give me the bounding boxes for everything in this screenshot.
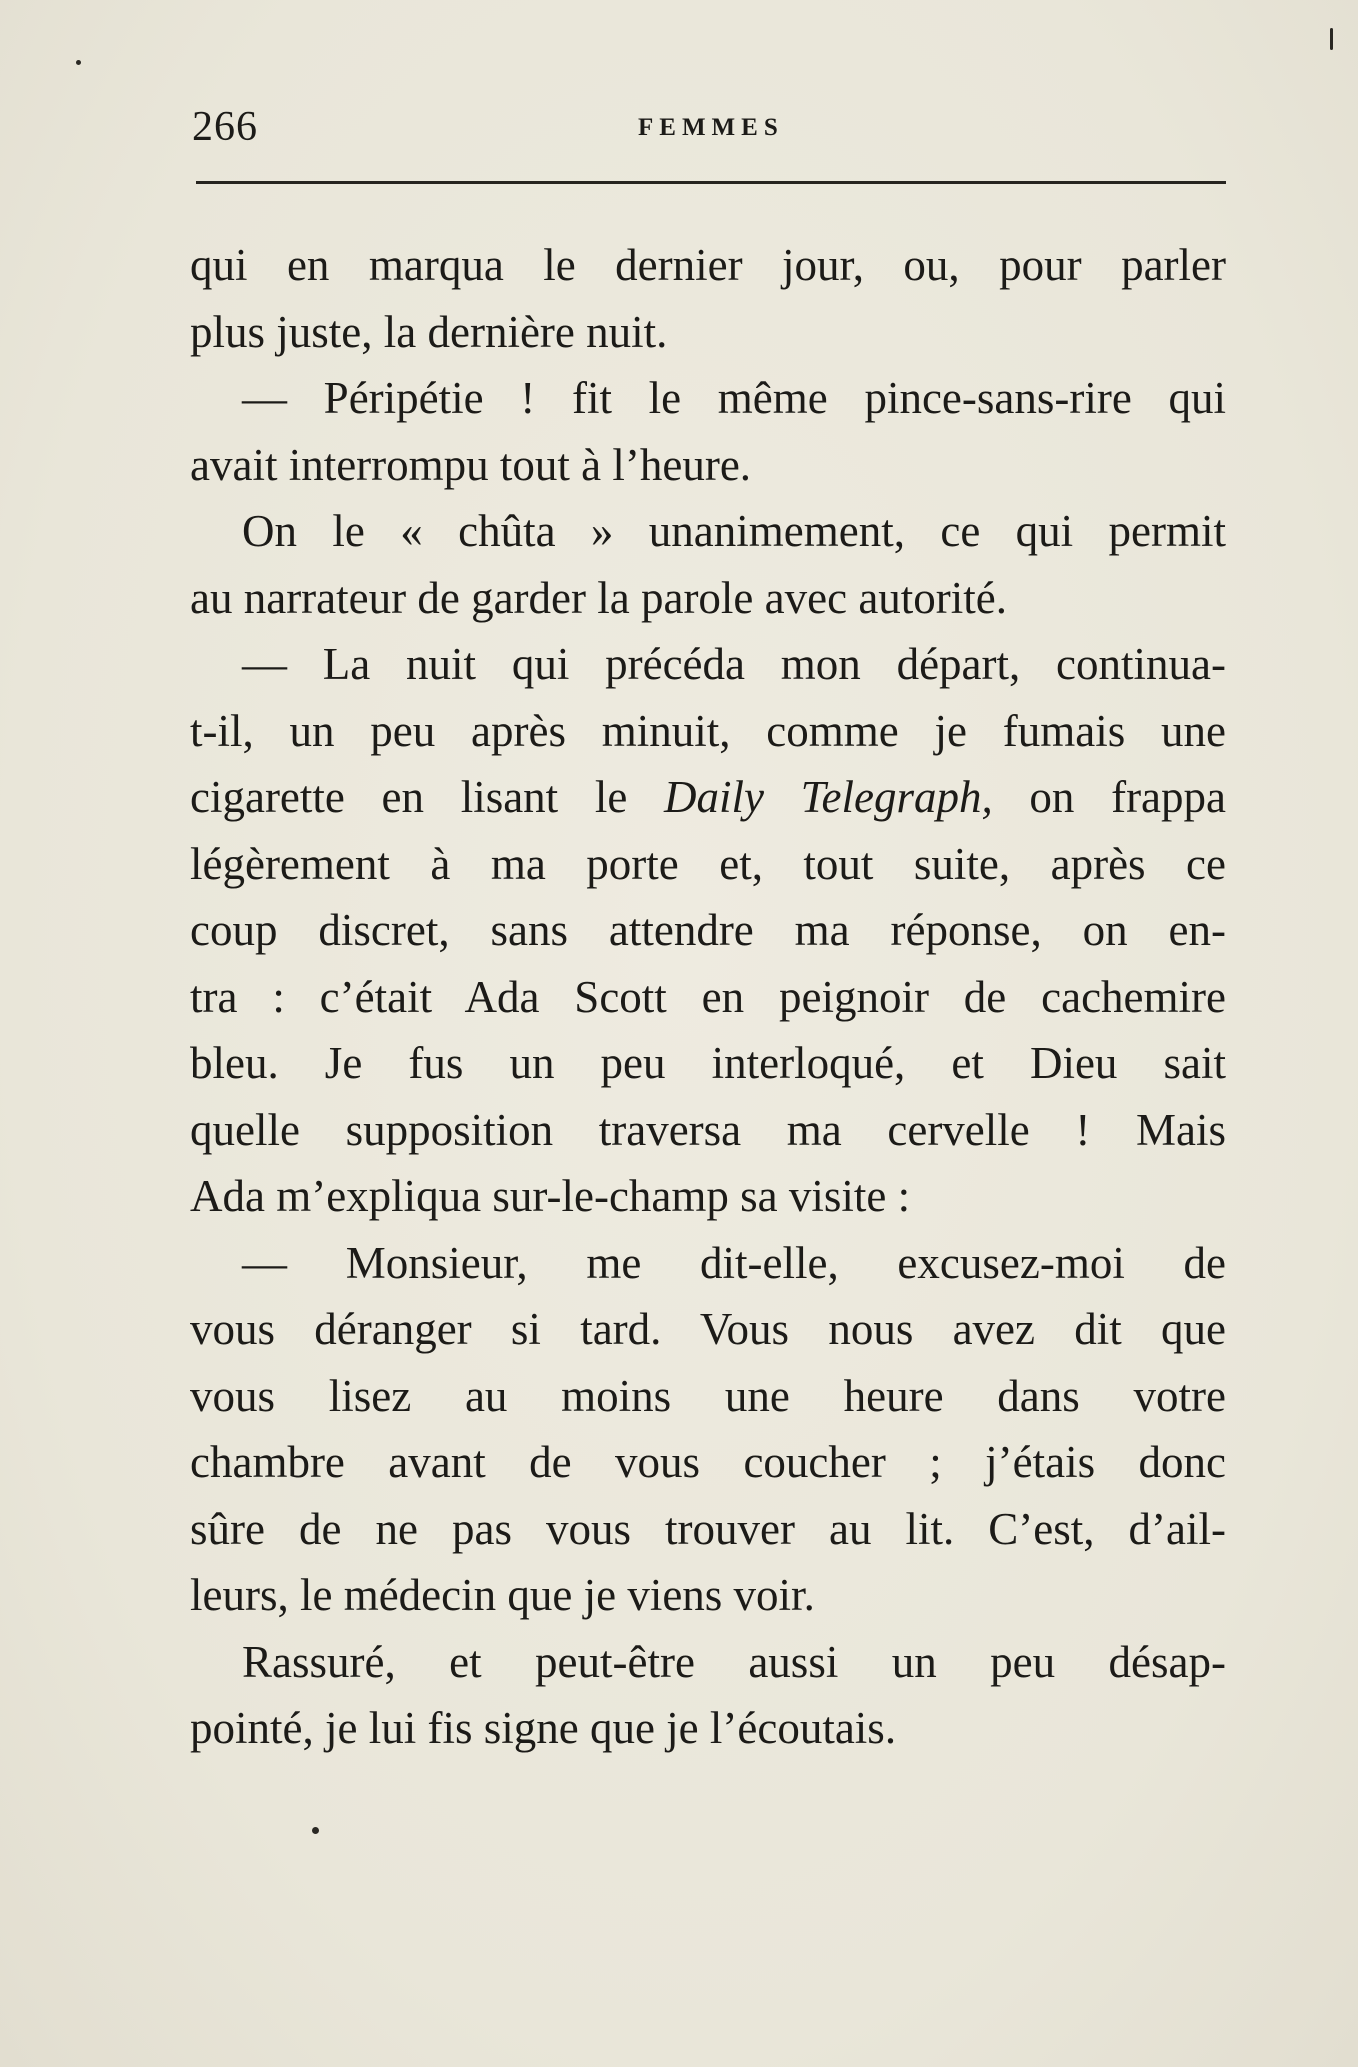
text-segment: cigarette en lisant le <box>190 772 664 822</box>
header-rule <box>196 181 1226 184</box>
text-segment: on frappa <box>992 772 1226 822</box>
page-number: 266 <box>192 104 258 150</box>
text-line: légèrement à ma porte et, tout suite, après ce <box>190 838 1226 889</box>
paper-speck <box>76 60 81 65</box>
text-line: quelle supposition traversa ma cervelle ! Mais <box>190 1104 1226 1155</box>
text-line: plus juste, la dernière nuit. <box>190 306 668 357</box>
text-line: bleu. Je fus un peu interloqué, et Dieu sait <box>190 1038 1226 1088</box>
newspaper-title: Daily Telegraph, <box>664 772 993 822</box>
text-line: coup discret, sans attendre ma réponse, on en- <box>190 905 1226 955</box>
text-line: Ada m’expliqua sur-le-champ sa visite : <box>190 1171 911 1221</box>
body-text <box>190 232 1226 1762</box>
text-line: vous déranger si tard. Vous nous avez dit que <box>190 1304 1226 1354</box>
text-line: au narrateur de garder la parole avec autorité. <box>190 572 1008 623</box>
text-line: chambre avant de vous coucher ; j’étais donc <box>190 1437 1226 1487</box>
text-line: tra : c’était Ada Scott en peignoir de cachemire <box>190 971 1226 1022</box>
text-line: leurs, le médecin que je viens voir. <box>190 1570 815 1620</box>
running-head: FEMMES <box>638 114 784 141</box>
text-line <box>190 764 1226 831</box>
text-line: — Péripétie ! fit le même pince-sans-rire qui <box>242 373 1226 423</box>
text-line: avait interrompu tout à l’heure. <box>190 439 752 490</box>
paper-speck <box>1330 28 1333 50</box>
page-header <box>192 102 1222 152</box>
text-line: t-il, un peu après minuit, comme je fumais une <box>190 705 1226 756</box>
text-line: — Monsieur, me dit-elle, excusez-moi de <box>242 1237 1226 1288</box>
paper-speck <box>312 1827 319 1834</box>
text-line: Rassuré, et peut-être aussi un peu désap- <box>242 1636 1226 1687</box>
text-line: sûre de ne pas vous trouver au lit. C’est, d’ail- <box>190 1503 1226 1554</box>
text-line: On le « chûta » unanimement, ce qui permit <box>242 506 1226 556</box>
text-line: — La nuit qui précéda mon départ, continua- <box>242 639 1226 689</box>
text-line: qui en marqua le dernier jour, ou, pour parler <box>190 240 1226 290</box>
text-line: pointé, je lui fis signe que je l’écoutais. <box>190 1703 897 1753</box>
text-line: vous lisez au moins une heure dans votre <box>190 1370 1226 1421</box>
